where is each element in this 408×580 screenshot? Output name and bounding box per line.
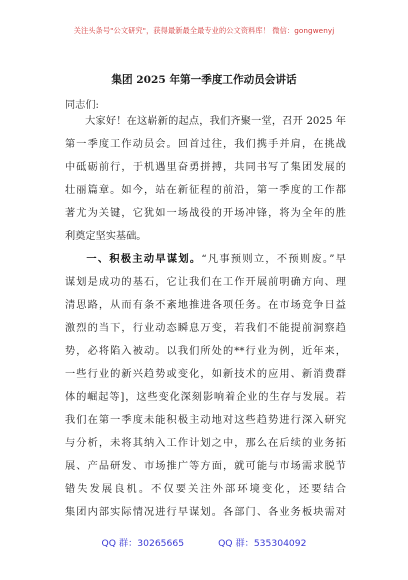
text-line — [65, 225, 346, 248]
text-line — [65, 110, 346, 133]
text-line — [65, 317, 346, 340]
text-line-content: 第一季度工作动员会。回首过往，我们携手并肩，在挑战 — [65, 139, 346, 150]
salutation: 同志们: — [65, 100, 99, 111]
footer-qq-group-2: QQ 群：535304092 — [218, 538, 307, 549]
text-line — [65, 156, 346, 179]
text-line — [65, 409, 346, 432]
paragraph-opening — [65, 110, 346, 248]
text-line — [65, 432, 346, 455]
text-line-content: 与分析，未将其纳入工作计划之中，那么在后续的业务拓 — [65, 438, 346, 449]
footer-qq-group-1: QQ 群：30265665 — [101, 538, 185, 549]
text-line — [65, 478, 346, 501]
section-one-first-line — [65, 248, 346, 271]
text-line-content: 壮丽篇章。如今，站在新征程的前沿，第一季度的工作都 — [65, 185, 346, 196]
section-one-heading: 一、积极主动早谋划。 — [85, 253, 202, 265]
body-text — [65, 110, 346, 524]
text-line-content: 展、产品研发、市场推广等方面，就可能与市场需求脱节 — [65, 461, 346, 472]
text-line-content: 清思路，从而有条不紊地推进各项任务。在市场竞争日益 — [65, 300, 346, 311]
section-one-quote: “凡事预则立，不预则废。”早 — [201, 254, 346, 265]
text-line — [65, 363, 346, 386]
text-line-content: 势，必将陷入被动。以我们所处的**行业为例，近年来， — [65, 346, 346, 357]
page-title: 集团 2025 年第一季度工作动员会讲话 — [111, 74, 297, 86]
text-line-content: 中砥砺前行，于机遇里奋勇拼搏，共同书写了集团发展的 — [65, 162, 346, 173]
text-line — [65, 133, 346, 156]
text-line-content: 激烈的当下，行业动态瞬息万变，若我们不能提前洞察趋 — [65, 323, 346, 334]
text-line — [65, 501, 346, 524]
section-one — [65, 248, 346, 524]
text-line-content: 著尤为关键，它犹如一场战役的开场冲锋，将为全年的胜 — [65, 208, 346, 219]
footer-contact — [0, 535, 408, 549]
header-promo-note: 关注头条号"公文研究"，获得最新最全最专业的公文资料库！ 微信：gongwenyj — [73, 26, 335, 35]
text-line — [65, 271, 346, 294]
text-line-content: 体的崛起等]，这些变化深刻影响着企业的生存与发展。若 — [65, 392, 346, 403]
text-line — [65, 455, 346, 478]
text-line-content: 我们在第一季度未能积极主动地对这些趋势进行深入研究 — [65, 415, 346, 426]
text-line-content: 错失发展良机。不仅要关注外部环境变化，还要结合 — [65, 484, 346, 495]
text-line — [65, 386, 346, 409]
text-line — [65, 179, 346, 202]
text-line-content: 利奠定坚实基础。 — [65, 231, 147, 242]
text-line — [65, 202, 346, 225]
text-line — [65, 340, 346, 363]
text-line-content: 一些行业的新兴趋势或变化，如新技术的应用、新消费群 — [65, 369, 346, 380]
text-line-content: 谋划是成功的基石，它让我们在工作开展前明确方向、理 — [65, 277, 346, 288]
text-line-content: 大家好！在这崭新的起点，我们齐聚一堂，召开 2025 年 — [85, 116, 346, 127]
text-line — [65, 294, 346, 317]
text-line-content: 集团内部实际情况进行早谋划。各部门、各业务板块需对 — [65, 507, 346, 518]
